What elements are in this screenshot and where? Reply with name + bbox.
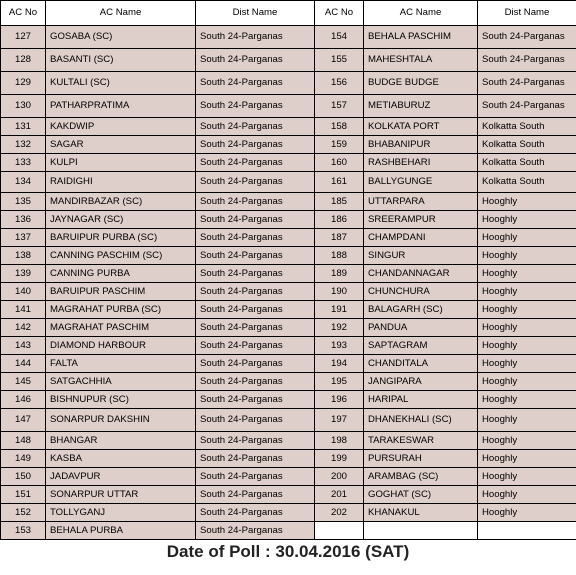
right-ac-no-cell: 192 [315, 319, 364, 337]
right-dist-name-cell: Kolkatta South [478, 172, 576, 193]
right-ac-name-cell: CHANDANNAGAR [364, 265, 478, 283]
left-ac-no-cell: 145 [1, 373, 46, 391]
right-dist-name-cell: Hooghly [478, 391, 576, 409]
right-ac-name-cell: SAPTAGRAM [364, 337, 478, 355]
left-ac-no-cell: 147 [1, 409, 46, 432]
left-dist-name-cell: South 24-Parganas [196, 72, 315, 95]
left-ac-name-cell: KAKDWIP [46, 118, 196, 136]
right-ac-no-cell: 198 [315, 432, 364, 450]
left-dist-name-cell: South 24-Parganas [196, 283, 315, 301]
right-ac-name-cell: CHANDITALA [364, 355, 478, 373]
right-ac-no-cell: 161 [315, 172, 364, 193]
left-dist-name-cell: South 24-Parganas [196, 468, 315, 486]
left-ac-name-cell: CANNING PASCHIM (SC) [46, 247, 196, 265]
left-dist-name-cell: South 24-Parganas [196, 355, 315, 373]
right-ac-name-cell: SINGUR [364, 247, 478, 265]
left-ac-no-cell: 151 [1, 486, 46, 504]
table-row [1, 95, 576, 118]
left-ac-name-cell: BASANTI (SC) [46, 49, 196, 72]
left-ac-no-cell: 141 [1, 301, 46, 319]
left-ac-no-cell: 146 [1, 391, 46, 409]
table-row [1, 265, 576, 283]
right-ac-name-cell: CHUNCHURA [364, 283, 478, 301]
header-ac-name-left: AC Name [46, 1, 196, 26]
right-ac-name-cell: KHANAKUL [364, 504, 478, 522]
table-row [1, 229, 576, 247]
right-ac-no-cell: 186 [315, 211, 364, 229]
right-ac-name-cell: HARIPAL [364, 391, 478, 409]
right-ac-name-cell: DHANEKHALI (SC) [364, 409, 478, 432]
left-dist-name-cell: South 24-Parganas [196, 409, 315, 432]
left-ac-name-cell: KASBA [46, 450, 196, 468]
left-dist-name-cell: South 24-Parganas [196, 486, 315, 504]
left-dist-name-cell: South 24-Parganas [196, 193, 315, 211]
left-dist-name-cell: South 24-Parganas [196, 373, 315, 391]
right-ac-no-cell: 185 [315, 193, 364, 211]
table-row [1, 504, 576, 522]
right-ac-no-cell: 191 [315, 301, 364, 319]
left-dist-name-cell: South 24-Parganas [196, 136, 315, 154]
left-ac-no-cell: 139 [1, 265, 46, 283]
right-ac-no-cell: 159 [315, 136, 364, 154]
left-ac-no-cell: 128 [1, 49, 46, 72]
left-ac-no-cell: 142 [1, 319, 46, 337]
left-dist-name-cell: South 24-Parganas [196, 301, 315, 319]
right-ac-name-cell: PANDUA [364, 319, 478, 337]
right-ac-no-cell: 196 [315, 391, 364, 409]
left-ac-no-cell: 144 [1, 355, 46, 373]
left-ac-name-cell: BEHALA PURBA [46, 522, 196, 540]
left-ac-no-cell: 153 [1, 522, 46, 540]
right-ac-name-cell: MAHESHTALA [364, 49, 478, 72]
right-dist-name-cell: Hooghly [478, 283, 576, 301]
table-row [1, 154, 576, 172]
right-ac-no-cell: 190 [315, 283, 364, 301]
right-dist-name-cell: Hooghly [478, 486, 576, 504]
right-dist-name-cell: Hooghly [478, 301, 576, 319]
right-dist-name-cell: Hooghly [478, 450, 576, 468]
header-dist-name-left: Dist Name [196, 1, 315, 26]
left-dist-name-cell: South 24-Parganas [196, 154, 315, 172]
right-dist-name-cell: Hooghly [478, 337, 576, 355]
left-ac-no-cell: 150 [1, 468, 46, 486]
right-dist-name-cell: Hooghly [478, 265, 576, 283]
table-header-row [1, 1, 576, 26]
left-ac-no-cell: 135 [1, 193, 46, 211]
left-dist-name-cell: South 24-Parganas [196, 432, 315, 450]
right-ac-name-cell [364, 522, 478, 540]
table-row [1, 450, 576, 468]
left-dist-name-cell: South 24-Parganas [196, 391, 315, 409]
right-ac-no-cell: 201 [315, 486, 364, 504]
right-ac-name-cell: GOGHAT (SC) [364, 486, 478, 504]
right-ac-name-cell: CHAMPDANI [364, 229, 478, 247]
left-ac-no-cell: 127 [1, 26, 46, 49]
table-row [1, 301, 576, 319]
right-ac-no-cell: 156 [315, 72, 364, 95]
right-ac-no-cell: 160 [315, 154, 364, 172]
left-dist-name-cell: South 24-Parganas [196, 229, 315, 247]
left-dist-name-cell: South 24-Parganas [196, 247, 315, 265]
right-ac-name-cell: ARAMBAG (SC) [364, 468, 478, 486]
left-dist-name-cell: South 24-Parganas [196, 265, 315, 283]
right-dist-name-cell: Hooghly [478, 211, 576, 229]
left-dist-name-cell: South 24-Parganas [196, 211, 315, 229]
table-row [1, 409, 576, 432]
right-dist-name-cell: Hooghly [478, 432, 576, 450]
left-dist-name-cell: South 24-Parganas [196, 172, 315, 193]
right-ac-name-cell: JANGIPARA [364, 373, 478, 391]
right-ac-name-cell: TARAKESWAR [364, 432, 478, 450]
left-ac-no-cell: 133 [1, 154, 46, 172]
left-ac-no-cell: 140 [1, 283, 46, 301]
table-row [1, 247, 576, 265]
right-dist-name-cell: Hooghly [478, 355, 576, 373]
right-ac-no-cell: 197 [315, 409, 364, 432]
table-row [1, 337, 576, 355]
table-row [1, 319, 576, 337]
left-ac-no-cell: 152 [1, 504, 46, 522]
header-ac-name-right: AC Name [364, 1, 478, 26]
table-row [1, 283, 576, 301]
right-dist-name-cell: Hooghly [478, 193, 576, 211]
left-ac-name-cell: MAGRAHAT PASCHIM [46, 319, 196, 337]
right-dist-name-cell: Hooghly [478, 504, 576, 522]
table-row [1, 391, 576, 409]
right-ac-no-cell: 155 [315, 49, 364, 72]
left-ac-no-cell: 149 [1, 450, 46, 468]
left-dist-name-cell: South 24-Parganas [196, 337, 315, 355]
left-ac-name-cell: GOSABA (SC) [46, 26, 196, 49]
left-ac-no-cell: 138 [1, 247, 46, 265]
left-ac-name-cell: DIAMOND HARBOUR [46, 337, 196, 355]
table-row [1, 136, 576, 154]
right-dist-name-cell: South 24-Parganas [478, 95, 576, 118]
right-dist-name-cell [478, 522, 576, 540]
left-dist-name-cell: South 24-Parganas [196, 504, 315, 522]
left-ac-name-cell: TOLLYGANJ [46, 504, 196, 522]
table-row [1, 373, 576, 391]
table-row [1, 355, 576, 373]
left-ac-name-cell: KULPI [46, 154, 196, 172]
left-ac-name-cell: BHANGAR [46, 432, 196, 450]
right-ac-name-cell: SREERAMPUR [364, 211, 478, 229]
left-ac-name-cell: SONARPUR UTTAR [46, 486, 196, 504]
right-ac-no-cell [315, 522, 364, 540]
right-ac-no-cell: 193 [315, 337, 364, 355]
right-ac-no-cell: 200 [315, 468, 364, 486]
right-ac-no-cell: 157 [315, 95, 364, 118]
left-ac-name-cell: KULTALI (SC) [46, 72, 196, 95]
left-ac-no-cell: 143 [1, 337, 46, 355]
left-ac-name-cell: BISHNUPUR (SC) [46, 391, 196, 409]
header-ac-no-left: AC No [1, 1, 46, 26]
left-ac-name-cell: SATGACHHIA [46, 373, 196, 391]
right-dist-name-cell: Hooghly [478, 409, 576, 432]
left-ac-name-cell: SONARPUR DAKSHIN [46, 409, 196, 432]
right-dist-name-cell: South 24-Parganas [478, 26, 576, 49]
left-dist-name-cell: South 24-Parganas [196, 26, 315, 49]
table-row [1, 468, 576, 486]
right-dist-name-cell: Hooghly [478, 247, 576, 265]
left-dist-name-cell: South 24-Parganas [196, 522, 315, 540]
right-ac-no-cell: 194 [315, 355, 364, 373]
left-ac-no-cell: 132 [1, 136, 46, 154]
table-row [1, 486, 576, 504]
table-row [1, 72, 576, 95]
left-ac-no-cell: 136 [1, 211, 46, 229]
right-ac-name-cell: BALLYGUNGE [364, 172, 478, 193]
left-dist-name-cell: South 24-Parganas [196, 95, 315, 118]
left-dist-name-cell: South 24-Parganas [196, 450, 315, 468]
right-ac-no-cell: 158 [315, 118, 364, 136]
right-dist-name-cell: Hooghly [478, 229, 576, 247]
left-ac-no-cell: 129 [1, 72, 46, 95]
right-ac-name-cell: PURSURAH [364, 450, 478, 468]
date-of-poll: Date of Poll : 30.04.2016 (SAT) [166, 542, 410, 561]
right-dist-name-cell: Kolkatta South [478, 136, 576, 154]
left-ac-name-cell: MANDIRBAZAR (SC) [46, 193, 196, 211]
left-dist-name-cell: South 24-Parganas [196, 49, 315, 72]
right-ac-name-cell: RASHBEHARI [364, 154, 478, 172]
right-ac-no-cell: 189 [315, 265, 364, 283]
right-ac-name-cell: BUDGE BUDGE [364, 72, 478, 95]
right-dist-name-cell: South 24-Parganas [478, 72, 576, 95]
right-dist-name-cell: Kolkatta South [478, 118, 576, 136]
table-row [1, 49, 576, 72]
left-dist-name-cell: South 24-Parganas [196, 319, 315, 337]
right-ac-no-cell: 154 [315, 26, 364, 49]
left-ac-no-cell: 137 [1, 229, 46, 247]
right-ac-name-cell: BHABANIPUR [364, 136, 478, 154]
left-ac-name-cell: JADAVPUR [46, 468, 196, 486]
table-row [1, 118, 576, 136]
right-ac-name-cell: KOLKATA PORT [364, 118, 478, 136]
header-dist-name-right: Dist Name [478, 1, 576, 26]
right-ac-name-cell: UTTARPARA [364, 193, 478, 211]
right-ac-no-cell: 195 [315, 373, 364, 391]
table-row [1, 193, 576, 211]
table-row [1, 522, 576, 540]
header-ac-no-right: AC No [315, 1, 364, 26]
right-ac-no-cell: 199 [315, 450, 364, 468]
left-ac-name-cell: MAGRAHAT PURBA (SC) [46, 301, 196, 319]
table-row [1, 172, 576, 193]
table-row [1, 26, 576, 49]
left-ac-name-cell: JAYNAGAR (SC) [46, 211, 196, 229]
left-ac-no-cell: 134 [1, 172, 46, 193]
left-ac-name-cell: CANNING PURBA [46, 265, 196, 283]
left-ac-no-cell: 131 [1, 118, 46, 136]
right-ac-no-cell: 188 [315, 247, 364, 265]
right-dist-name-cell: Hooghly [478, 468, 576, 486]
left-ac-name-cell: RAIDIGHI [46, 172, 196, 193]
left-ac-name-cell: FALTA [46, 355, 196, 373]
right-dist-name-cell: South 24-Parganas [478, 49, 576, 72]
right-ac-name-cell: METIABURUZ [364, 95, 478, 118]
left-ac-name-cell: PATHARPRATIMA [46, 95, 196, 118]
right-ac-name-cell: BEHALA PASCHIM [364, 26, 478, 49]
left-dist-name-cell: South 24-Parganas [196, 118, 315, 136]
table-row [1, 211, 576, 229]
left-ac-name-cell: BARUIPUR PASCHIM [46, 283, 196, 301]
right-dist-name-cell: Hooghly [478, 319, 576, 337]
right-ac-name-cell: BALAGARH (SC) [364, 301, 478, 319]
left-ac-name-cell: BARUIPUR PURBA (SC) [46, 229, 196, 247]
right-ac-no-cell: 187 [315, 229, 364, 247]
right-ac-no-cell: 202 [315, 504, 364, 522]
left-ac-no-cell: 148 [1, 432, 46, 450]
right-dist-name-cell: Hooghly [478, 373, 576, 391]
left-ac-no-cell: 130 [1, 95, 46, 118]
table-row [1, 432, 576, 450]
right-dist-name-cell: Kolkatta South [478, 154, 576, 172]
left-ac-name-cell: SAGAR [46, 136, 196, 154]
